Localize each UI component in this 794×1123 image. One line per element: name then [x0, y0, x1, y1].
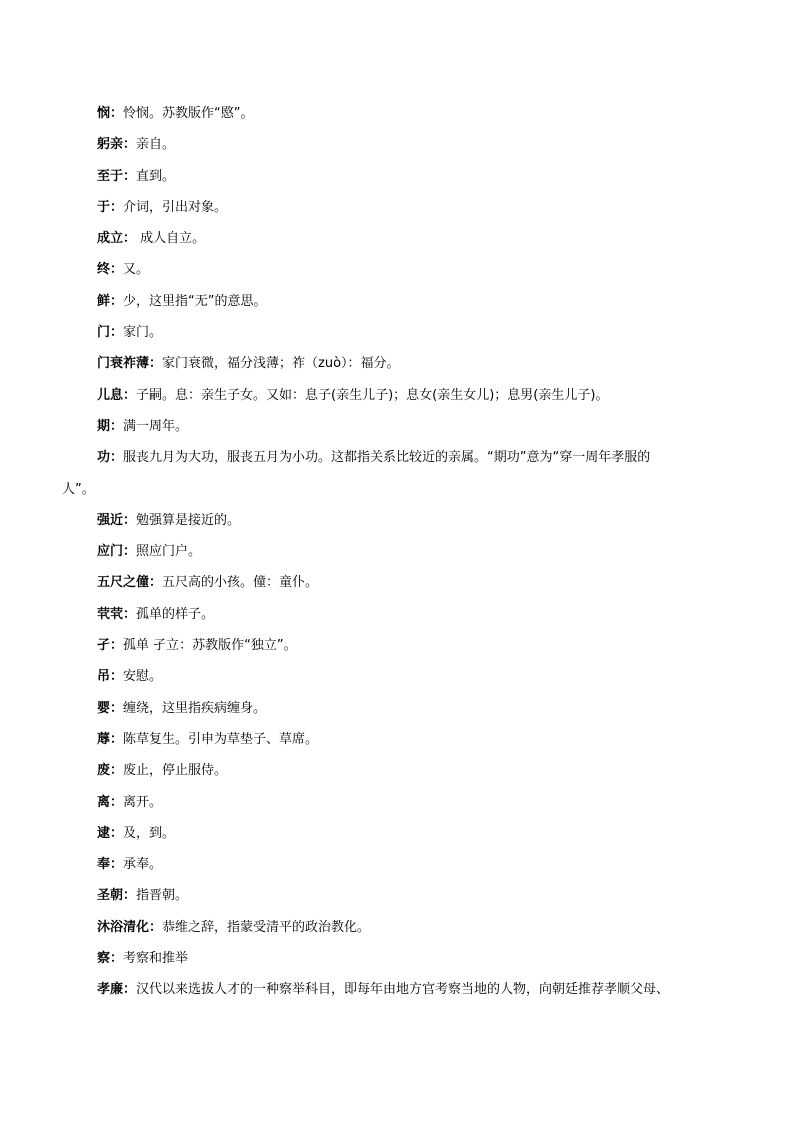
entry-definition: 满一周年。: [123, 418, 189, 434]
entry-definition: 恭维之辞，指蒙受清平的政治教化。: [162, 919, 371, 935]
entry-term: 婴：: [97, 700, 124, 716]
list-item: [0, 348, 794, 379]
entry-term: 废：: [97, 763, 124, 779]
entry-definition: 家门衰微，福分浅薄；祚（zuò）：福分。: [162, 356, 400, 372]
entry-definition: 陈草复生。引申为草垫子、草席。: [123, 731, 319, 747]
entry-term: 离：: [97, 794, 124, 810]
entry-term: 期：: [97, 418, 124, 434]
list-item: [0, 974, 794, 1005]
entry-term: 终：: [97, 262, 124, 278]
entry-definition: 孤单的样子。: [136, 606, 215, 622]
entry-term: 强近：: [97, 512, 137, 528]
entry-definition: 勉强算是接近的。: [136, 512, 241, 528]
entry-term: 儿息：: [97, 387, 137, 403]
entry-term: 于：: [97, 199, 124, 215]
list-item: [0, 567, 794, 598]
entry-definition: 汉代以来选拔人才的一种察举科目，即每年由地方官考察当地的人物，向朝廷推荐孝顺父母、: [136, 982, 670, 998]
entry-definition: 又。: [123, 262, 150, 278]
entry-definition: 服丧九月为大功，服丧五月为小功。这都指关系比较近的亲属。“期功”意为“穿一周年孝服的: [123, 450, 651, 466]
entry-term: 茕茕：: [97, 606, 137, 622]
entry-term: 孑：: [97, 638, 124, 654]
list-item: [0, 505, 794, 536]
list-item: [0, 849, 794, 880]
entry-definition: 及，到。: [123, 825, 176, 841]
entry-definition: 孤单 孑立：苏教版作“独立”。: [123, 638, 297, 654]
list-item: [0, 192, 794, 223]
entry-definition: 子嗣。息：亲生子女。又如：息子(亲生儿子)；息女(亲生女儿)；息男(亲生儿子)。: [136, 387, 609, 403]
entry-definition: 成人自立。: [136, 231, 206, 247]
entry-term: 鲜：: [97, 293, 124, 309]
list-item: [0, 818, 794, 849]
entry-definition: 安慰。: [123, 669, 163, 685]
list-item: [0, 380, 794, 411]
entry-definition: 离开。: [123, 794, 163, 810]
list-item: [0, 724, 794, 755]
list-item: [0, 317, 794, 348]
entry-term: 躬亲：: [97, 137, 137, 153]
entry-term: 悯：: [97, 106, 124, 121]
list-item: [0, 254, 794, 285]
list-item: [0, 880, 794, 911]
annotation-list: [0, 98, 794, 1006]
list-item: [0, 411, 794, 442]
entry-definition: 五尺高的小孩。僮：童仆。: [162, 575, 319, 591]
list-item: [0, 943, 794, 974]
list-item: [0, 161, 794, 192]
list-item: [0, 661, 794, 692]
list-item-continuation: [0, 474, 794, 505]
entry-definition: 照应门户。: [136, 544, 202, 560]
entry-term: 吊：: [97, 669, 124, 685]
list-item: [0, 693, 794, 724]
entry-definition: 废止，停止服侍。: [123, 763, 228, 779]
entry-definition: 介词，引出对象。: [123, 199, 228, 215]
entry-term: 孝廉：: [97, 982, 137, 998]
entry-term: 成立：: [97, 231, 137, 247]
entry-term: 察：: [97, 951, 124, 967]
entry-definition: 亲自。: [136, 137, 176, 153]
list-item: [0, 129, 794, 160]
entry-term: 圣朝：: [97, 888, 137, 904]
entry-term: 应门：: [97, 544, 137, 560]
entry-definition: 少，这里指“无”的意思。: [123, 293, 267, 309]
entry-definition: 承奉。: [123, 857, 163, 873]
entry-definition: 考察和推举: [123, 951, 189, 967]
entry-term: 五尺之僮：: [97, 575, 163, 591]
list-item: [0, 599, 794, 630]
entry-definition: 怜悯。苏教版作“愍”。: [123, 106, 254, 121]
list-item: [0, 442, 794, 473]
list-item: [0, 536, 794, 567]
entry-term: 门衰祚薄：: [97, 356, 163, 372]
list-item: [0, 787, 794, 818]
entry-definition: 指晋朝。: [136, 888, 189, 904]
entry-term: 沐浴清化：: [97, 919, 163, 935]
list-item: [0, 755, 794, 786]
entry-term: 逮：: [97, 825, 124, 841]
entry-definition: 缠绕，这里指疾病缠身。: [123, 700, 267, 716]
list-item: [0, 912, 794, 943]
entry-definition-continuation: 人”。: [62, 481, 95, 497]
entry-term: 奉：: [97, 857, 124, 873]
entry-term: 门：: [97, 325, 124, 341]
entry-term: 至于：: [97, 168, 137, 184]
list-item: [0, 286, 794, 317]
entry-term: 功：: [97, 450, 124, 466]
list-item: [0, 98, 794, 129]
list-item: [0, 630, 794, 661]
entry-term: 蓐：: [97, 731, 124, 747]
entry-definition: 直到。: [136, 168, 176, 184]
entry-definition: 家门。: [123, 325, 163, 341]
list-item: [0, 223, 794, 254]
